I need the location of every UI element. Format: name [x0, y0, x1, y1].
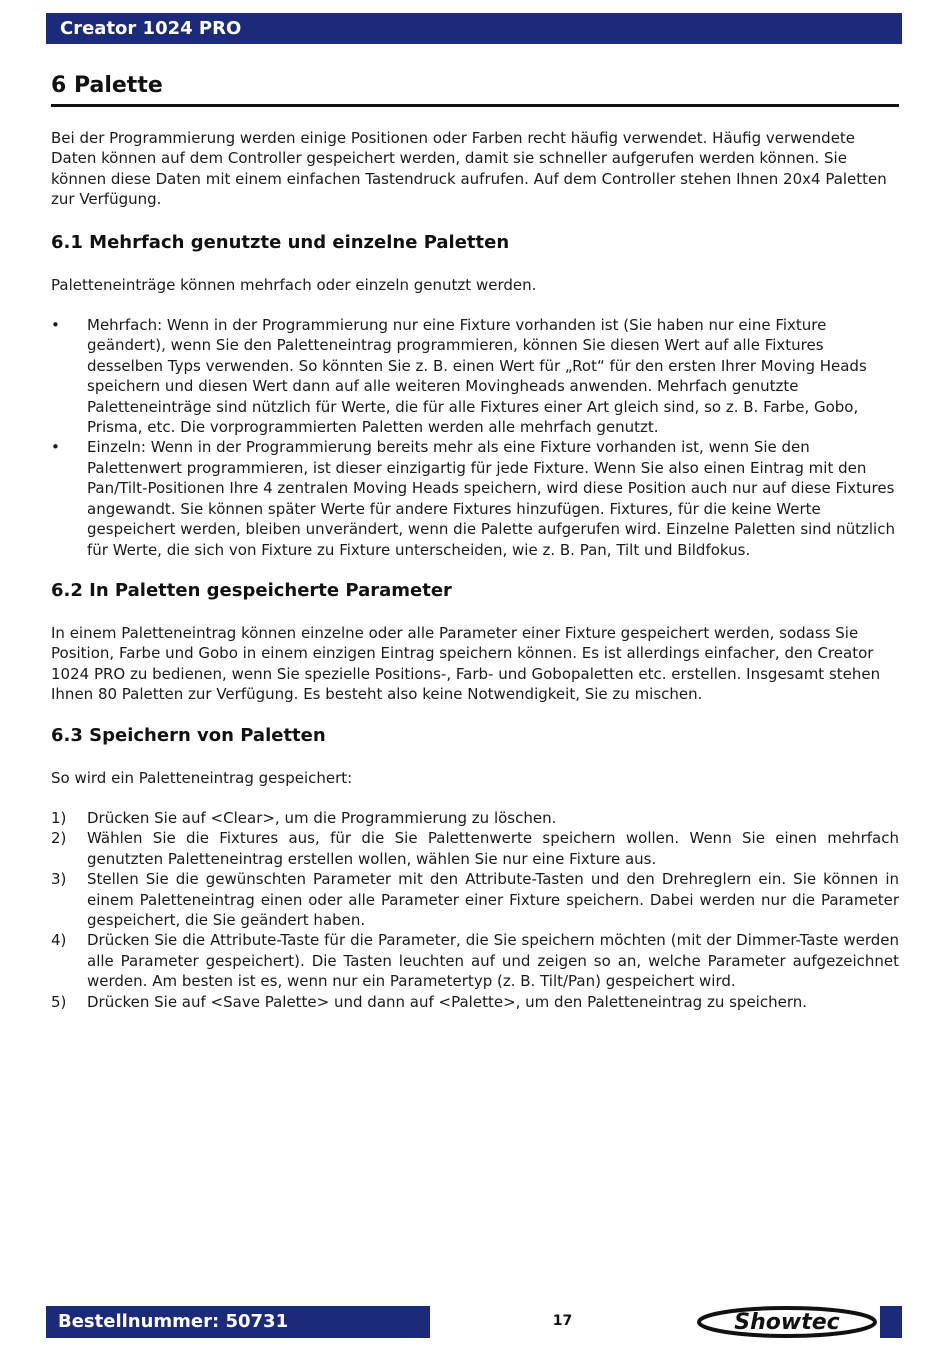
step-item: [51, 828, 899, 869]
step-text: Drücken Sie auf <Save Palette> und dann auf <Palette>, um den Paletteneintrag zu speichern.: [87, 992, 808, 1011]
step-item: [51, 869, 899, 930]
section-6-1-intro: Paletteneinträge können mehrfach oder einzeln genutzt werden.: [51, 275, 537, 294]
list-item-text: Mehrfach: Wenn in der Programmierung nur eine Fixture vorhanden ist (Sie haben nur eine Fixture geändert), wenn Sie den Paletteneintrag programmieren, können Sie diesen Wert auf alle Fixtures desselben Typs verwenden. So könnten Sie z. B. einen Wert für „Rot“ für den ersten Ihrer Moving Heads speichern und diesen Wert dann auf alle weiteren Movingheads anwenden. Mehrfach genutzte Paletteneinträge sind nützlich für Werte, die für alle Fixtures einer Art gleich sind, so z. B. Farbe, Gobo, Prisma, etc. Die vorprogrammierten Paletten werden alle mehrfach genutzt.: [87, 316, 867, 437]
footer-order-number-bar: [46, 1306, 430, 1338]
section-title-6-3: 6.3 Speichern von Paletten: [51, 724, 326, 746]
list-item: [51, 437, 899, 559]
step-item: [51, 992, 899, 1012]
bullet-icon: •: [51, 316, 60, 335]
section-title-6-1: 6.1 Mehrfach genutzte und einzelne Paletten: [51, 231, 510, 253]
step-list: [51, 808, 899, 1012]
step-number: 1): [51, 808, 67, 827]
step-text: Drücken Sie die Attribute-Taste für die Parameter, die Sie speichern möchten (mit der Dimmer-Taste werden alle Parameter gespeichert). Die Tasten leuchten auf und zeigen so an, welche Parameter aufgezeichnet werden. Am besten ist es, wenn nur ein Parametertyp (z. B. Tilt/Pan) gespeichert wird.: [87, 931, 899, 991]
page-number: 17: [552, 1313, 573, 1329]
chapter-intro: Bei der Programmierung werden einige Positionen oder Farben recht häufig verwendet. Häufig verwendete Daten können auf dem Controller gespeichert werden, damit sie schneller aufgerufen werden können. Sie können diese Daten mit einem einfachen Tastendruck aufrufen. Auf dem Controller stehen Ihnen 20x4 Paletten zur Verfügung.: [51, 129, 887, 209]
document-title: Creator 1024 PRO: [60, 18, 242, 39]
section-6-2-body: In einem Paletteneintrag können einzelne oder alle Parameter einer Fixture gespeichert werden, sodass Sie Position, Farbe und Gobo in einem einzigen Eintrag speichern können. Es ist allerdings einfacher, den Creator 1024 PRO zu bedienen, wenn Sie spezielle Positions-, Farb- und Gobopaletten etc. erstellen. Insgesamt stehen Ihnen 80 Paletten zur Verfügung. Es besteht also keine Notwendigkeit, Sie zu mischen.: [51, 623, 881, 704]
page-content: [51, 70, 899, 1012]
step-item: [51, 930, 899, 991]
order-number: Bestellnummer: 50731: [58, 1311, 289, 1332]
step-number: 5): [51, 992, 67, 1011]
step-text: Wählen Sie die Fixtures aus, für die Sie Palettenwerte speichern wollen. Wenn Sie einen mehrfach genutzten Paletteneintrag erstellen wollen, wählen Sie nur eine Fixture aus.: [87, 829, 899, 868]
footer-brand-bar: [695, 1306, 902, 1338]
footer-page-area: [430, 1306, 695, 1338]
list-item: [51, 315, 899, 437]
step-item: [51, 808, 899, 828]
showtec-logo: [695, 1306, 880, 1338]
bullet-icon: •: [51, 438, 60, 457]
step-number: 3): [51, 870, 67, 889]
section-6-3-intro: So wird ein Paletteneintrag gespeichert:: [51, 768, 353, 787]
section-title-6-2: 6.2 In Paletten gespeicherte Parameter: [51, 579, 452, 601]
header-bar: [46, 13, 902, 44]
bullet-list: [51, 315, 899, 560]
step-text: Drücken Sie auf <Clear>, um die Programmierung zu löschen.: [87, 808, 557, 827]
step-number: 2): [51, 829, 67, 848]
step-text: Stellen Sie die gewünschten Parameter mit den Attribute-Tasten und den Drehreglern ein. Sie können in einem Paletteneintrag einen oder alle Parameter einer Fixture speichern. Dabei werden nur die Parameter gespeichert, die Sie geändert haben.: [87, 870, 899, 929]
chapter-title: 6 Palette: [51, 70, 899, 107]
showtec-logo-icon: [695, 1306, 880, 1338]
step-number: 4): [51, 931, 67, 950]
list-item-text: Einzeln: Wenn in der Programmierung bereits mehr als eine Fixture vorhanden ist, wenn Sie den Palettenwert programmieren, ist dieser einzigartig für jede Fixture. Wenn Sie also einen Eintrag mit den Pan/Tilt-Positionen Ihre 4 zentralen Moving Heads speichern, wird diese Position auch nur auf diese Fixtures angewandt. Sie können später Werte für andere Fixtures hinzufügen. Fixtures, für die keine Werte gespeichert werden, bleiben unverändert, wenn die Palette aufgerufen wird. Einzelne Paletten sind nützlich für Werte, die sich von Fixture zu Fixture unterscheiden, wie z. B. Pan, Tilt und Bildfokus.: [87, 438, 895, 559]
showtec-logo-text: Showtec: [734, 1310, 840, 1335]
